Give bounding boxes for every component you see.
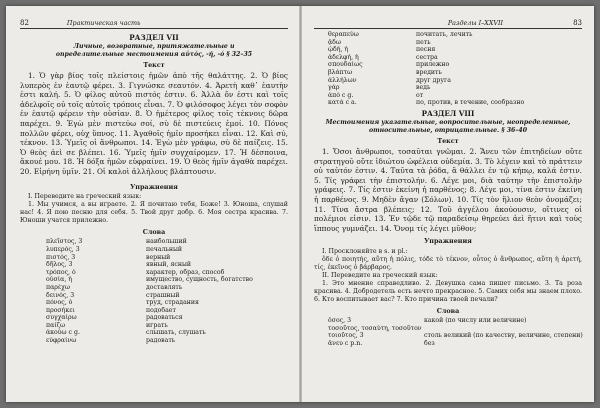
vocab-word: σπουδαίως (328, 61, 363, 69)
vocab-meaning: труд, страдания (146, 299, 199, 307)
right-text-heading: Текст (437, 136, 459, 145)
vocab-word: ᾠδή, ἡ (328, 46, 349, 54)
vocab-meaning: печальный (146, 245, 183, 253)
vocab-word: ἄνευ c p.n. (328, 339, 363, 347)
right-exercises-heading: Упражнения (424, 237, 472, 246)
vocab-meaning: радоваться (146, 314, 183, 322)
vocab-meaning: наибольший (146, 238, 187, 246)
left-greek-text: 1. Ὁ γὰρ βίος τοῖς πλείστοις ἡμῶν ἀπὸ τῆς θαλάττης. 2. Ὁ βίος λυπερὸς ἐν ἑαυτῷ φέρει. 3. Γιγνώσκε σεαυτόν. 4. Ἀρετὴ καθ᾽ ἑαυτὴν ἐστι καλή. 5. Ὁ φίλος αὐτοῦ πιστός ἐστιν. 6. Ἀλλὰ ὄν ἐστι καὶ τοῖς ἀδελφοῖς οὐ τοῖς αὐτοῖς τρόποις εἶναι. 7. Ὁ φιλόσοφος λέγει τὸν σοφὸν ἐν ἑαυτῷ φέρειν τὴν οὐσίαν. 8. Ὁ ἡμέτερος φίλος τοῖς τέκνοις δῶρα παρέχει. 9. Ἐγὼ μὲν πιστεύω σοί, σὺ δὲ πιστεύεις ἐμοί. 10. Πόνος πολλῶν φέρει, οὐχ ὕπνος. 11. Ἀγαθοῖς ἡμῖν προσήκει εἶναι. 12. Καὶ σύ, τέκνον. 13. Ὑμεῖς οἱ ἄνθρωποι. 14. Ἐγὼ μὲν γράφω, σὺ δὲ παίζεις. 15. Ὁ θεὸς ἀεὶ σε βλέπει. 16. Ὑμεῖς ἡμῖν συγχαίρομεν. 17. Ἡ δέσποινα, ἄκουέ μου. 18. Ἡ δόξα ἡμῶν εὐφραίνει. 19. Ὁ θεὸς ἡμῖν ἀγαθὰ παρέχει. 20. Εἰρήνη ὑμῖν. 21. Οἱ καλοὶ ἀλλήλους βλάπτουσιν. (20, 71, 288, 176)
vocab-meaning: какой (по числу или величине) (424, 317, 527, 325)
vocab-word: ἀκούω c g. (46, 329, 80, 337)
vocab-meaning: ведь (416, 84, 431, 92)
vocab-word: τοσοῦτος, τοσαύτη, τοσοῦτον (328, 324, 422, 332)
vocab-word: κατά c a. (328, 99, 357, 107)
left-exercise-1-text: 1. Мы учимся, а вы играете. 2. Я почитаю тебя, Боже! 3. Юноша, слушай нас! 4. Я пою песню для себя. 5. Твой друг добр. 6. Моя сестра красива. 7. Юноши учатся прилежно. (20, 200, 288, 224)
vocab-word: δῆλος, 3 (46, 261, 73, 269)
vocab-word: προσήκει (46, 306, 75, 314)
vocab-meaning: доставлять (146, 283, 183, 291)
vocab-meaning: слышать, слушать (146, 329, 206, 337)
left-header (20, 18, 288, 27)
vocab-meaning: столь великий (по качеству, величине, степени) (424, 332, 583, 340)
right-greek-text: 1. Ὅσοι ἄνθρωποι, τοσαῦται γνῶμαι. 2. Ἄνευ τῶν ἐπιτηδείων οὔτε στρατηγοῦ οὔτε ἰδιώτου ὠφέλεια οὐδεμία. 3. Τὸ λέγειν καὶ τὸ πράττειν οὐ ταὐτόν ἐστιν. 4. Ταῦτα τὰ ῥόδα, ἃ θάλλει ἐν τῷ κήπῳ, καλά ἐστιν. 5. Τίς γράφει τὴν ἐπιστολήν. 6. Λέγε μοι, διὰ ταύτην τὴν ἐπιστολὴν γράφεις. 7. Τίς ἐστιν ἐκείνη ἡ παρθένος; 8. Λέγε μοι, τίνα ἐστιν ἐκείνη ἡ παρθένος. 9. Μηδὲν ἄγαν (Σόλων). 10. Τίς τὸν ἥλιον θεὸν ὀνομάζει; 11. Τίνα ἄστρα βλέπεις; 12. Τοῦ ἀγγέλου ἀκούουσιν, οἵτινες οἱ πολέμιοι εἰσιν. 13. Ἐν τῷδε τῷ παραδείσῳ θηρεύει ἀεὶ ἥτινι καὶ τοὺς ἵππους γυμνάζει. 14. Ὄνομ τίς λέγει μῦθον; (314, 146, 582, 233)
left-section-title: РАЗДЕЛ VII (129, 33, 179, 42)
vocab-meaning (424, 325, 584, 333)
vocab-word: εὐφραίνω (46, 337, 77, 345)
vocab-meaning: петь (416, 38, 431, 46)
vocab-meaning: верный (146, 253, 171, 261)
vocab-meaning: почитать, лечить (416, 31, 473, 38)
left-section-subtitle: Личные, возвратные, притяжательные и определительные местоимения αὐτός, -ή, -ό § 32–35 (55, 43, 253, 58)
left-vocab-list (20, 238, 288, 344)
vocab-word: πιστός, 3 (46, 253, 76, 261)
vocab-word: ὅσος, 3 (328, 317, 352, 325)
left-vocab-heading: Слова (142, 227, 166, 236)
vocab-word: θεραπεύω (328, 31, 359, 38)
right-section-title: РАЗДЕЛ VIII (421, 108, 475, 118)
right-vocab-heading: Слова (436, 306, 460, 315)
right-vocab-top-list (314, 31, 582, 107)
vocab-meaning: страшный (146, 291, 180, 299)
left-exercises-heading: Упражнения (130, 182, 178, 191)
vocab-word: ἀπό c g. (328, 91, 354, 99)
vocab-meaning: прилежно (416, 61, 450, 69)
left-header-rule (20, 28, 288, 29)
right-section-subtitle: Местоимения указательные, вопросительные, неопределенные, относительные, отрицательные. § 36–40 (325, 119, 571, 134)
vocab-meaning: вредить (416, 68, 442, 76)
right-vocab-list (314, 317, 582, 347)
vocab-word: πλεῖστος, 3 (46, 238, 83, 246)
vocab-word: δεινός, 3 (46, 291, 75, 299)
vocab-meaning: без (424, 339, 435, 347)
right-header-rule (314, 28, 582, 29)
right-page-number: 83 (573, 18, 582, 27)
vocab-word: οὐσία, ἡ (46, 276, 72, 284)
left-content (20, 31, 288, 345)
vocab-word: παίζω (46, 321, 66, 329)
vocab-meaning: друг друга (416, 76, 451, 84)
right-content (314, 31, 582, 347)
vocab-word: παρέχω (46, 283, 70, 291)
right-exercise-2-text: 1. Это мнение справедливо. 2. Девушка сама пишет письмо. 3. Та роза красива. 4. Добродетель есть нечто прекрасное. 5. Самих себя мы знаем плохо. 6. Кто воспитывает вас? 7. Кто причина твоей печали? (314, 279, 582, 303)
vocab-meaning: играть (146, 321, 168, 329)
vocab-word: βλάπτω (328, 68, 353, 76)
right-running-title: Разделы I–XXVII (447, 18, 504, 27)
vocab-word: πόνος, ὁ (46, 299, 73, 307)
right-page (302, 6, 594, 402)
vocab-meaning: сестра (416, 53, 438, 61)
vocab-meaning: радовать (146, 337, 176, 345)
vocab-word: συγχαίρω (46, 314, 77, 322)
left-running-title: Практическая часть (66, 18, 141, 27)
right-exercise-2-title: II. Переведите на греческий язык: (322, 271, 438, 279)
vocab-word: λυπερός, 3 (46, 245, 80, 253)
vocab-meaning: от (416, 91, 424, 99)
vocab-meaning: подобает (146, 306, 176, 314)
vocab-word: ἀδελφή, ἡ (328, 53, 359, 61)
vocab-word: τοιοῦτος, 3 (328, 332, 364, 340)
right-exercise-1-title: I. Просклоняйте в s. и pl.: (322, 247, 408, 255)
vocab-meaning: песня (416, 46, 436, 54)
right-exercise-1-text: ὅδε ὁ ποιητής, αὕτη ἡ πόλις, τόδε τὸ τέκνον, οὗτος ὁ ἄνθρωπος, αὕτη ἡ ἀρετή, τίς, ἐκεῖνος ὁ βάρβαρος. (314, 255, 582, 271)
book-spread (6, 6, 594, 402)
vocab-word: γάρ (328, 84, 340, 92)
vocab-meaning: явный, ясный (146, 261, 192, 269)
right-header (314, 18, 582, 27)
left-page-number: 82 (20, 18, 29, 27)
vocab-meaning: имущество, сущность, богатство (146, 276, 253, 284)
vocab-word: ᾄδω (328, 38, 341, 46)
vocab-word: ἀλλήλων (328, 76, 357, 84)
left-page (6, 6, 299, 402)
left-exercise-1-title: I. Переведите на греческий язык: (28, 192, 142, 200)
vocab-meaning: характер, образ, способ (146, 268, 225, 276)
vocab-meaning: по, против, в течение, сообразно (416, 99, 525, 107)
left-text-heading: Текст (143, 60, 165, 69)
vocab-word: τρόπος, ὁ (46, 268, 76, 276)
